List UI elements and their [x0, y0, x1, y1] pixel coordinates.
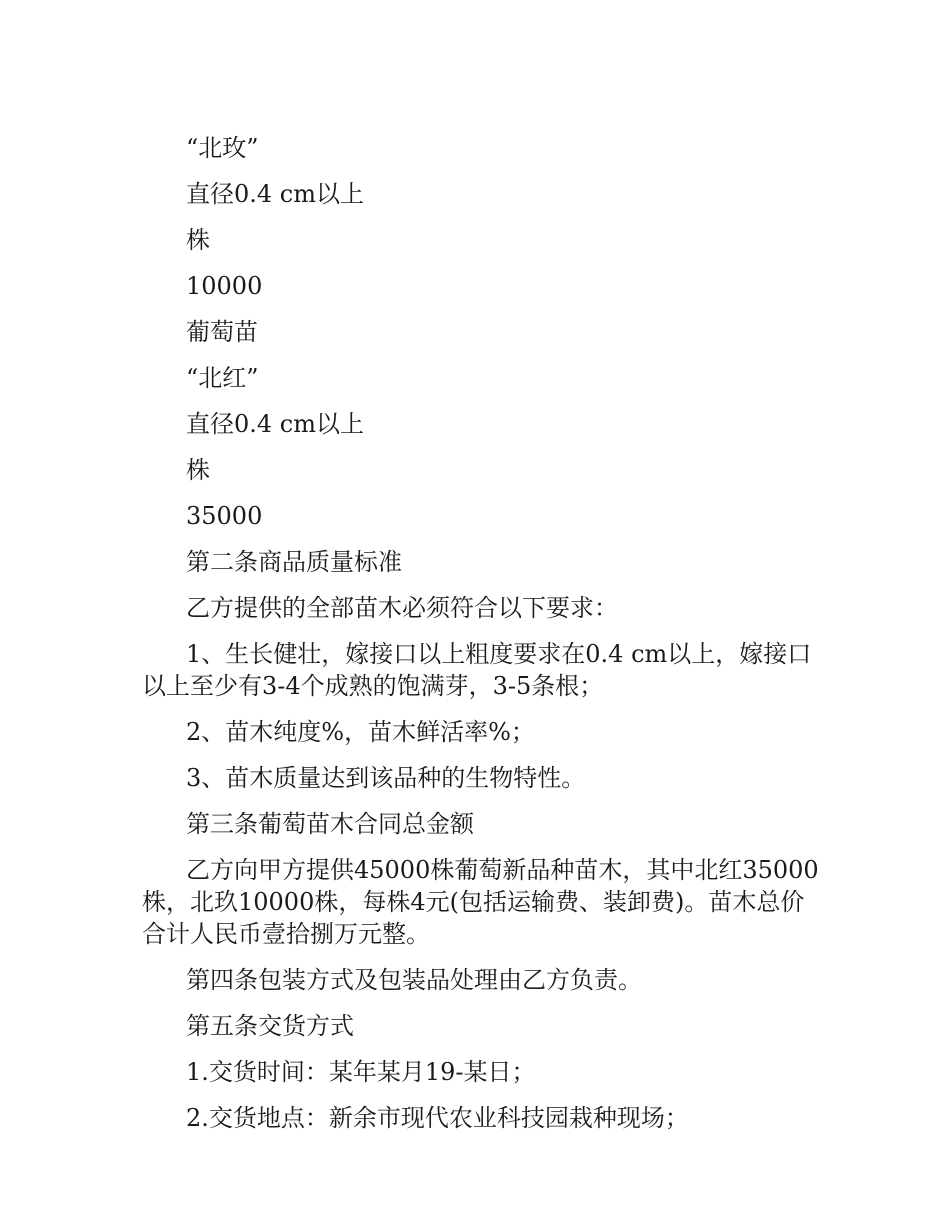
article-4-paragraph: 第四条包装方式及包装品处理由乙方负责。 [186, 966, 642, 994]
spec-diameter-2: 直径0.4 cm以上 [186, 410, 364, 438]
quality-intro: 乙方提供的全部苗木必须符合以下要求： [186, 594, 618, 622]
unit-1: 株 [186, 226, 210, 254]
quality-item-1: 1、生长健壮，嫁接口以上粗度要求在0.4 cm以上，嫁接口以上至少有3-4个成熟的饱满芽，3-5条根； [142, 640, 812, 700]
quantity-2: 35000 [186, 502, 263, 530]
quality-item-3: 3、苗木质量达到该品种的生物特性。 [186, 764, 586, 792]
unit-2: 株 [186, 456, 210, 484]
variety-name-beihong: “北红” [186, 364, 259, 392]
article-5-heading: 第五条交货方式 [186, 1012, 354, 1040]
delivery-location: 2.交货地点：新余市现代农业科技园栽种现场； [186, 1104, 689, 1132]
quality-item-2: 2、苗木纯度%，苗木鲜活率%； [186, 718, 535, 746]
variety-name-beimei: “北玫” [186, 134, 259, 162]
article-3-heading: 第三条葡萄苗木合同总金额 [186, 810, 474, 838]
total-amount-paragraph: 乙方向甲方提供45000株葡萄新品种苗木，其中北红35000株，北玖10000株，每株4元(包括运输费、装卸费)。苗木总价合计人民币壹拾捌万元整。 [142, 856, 819, 948]
quantity-1: 10000 [186, 272, 263, 300]
delivery-time: 1.交货时间：某年某月19-某日； [186, 1058, 536, 1086]
spec-diameter-1: 直径0.4 cm以上 [186, 180, 364, 208]
article-2-heading: 第二条商品质量标准 [186, 548, 402, 576]
product-name: 葡萄苗 [186, 318, 258, 346]
